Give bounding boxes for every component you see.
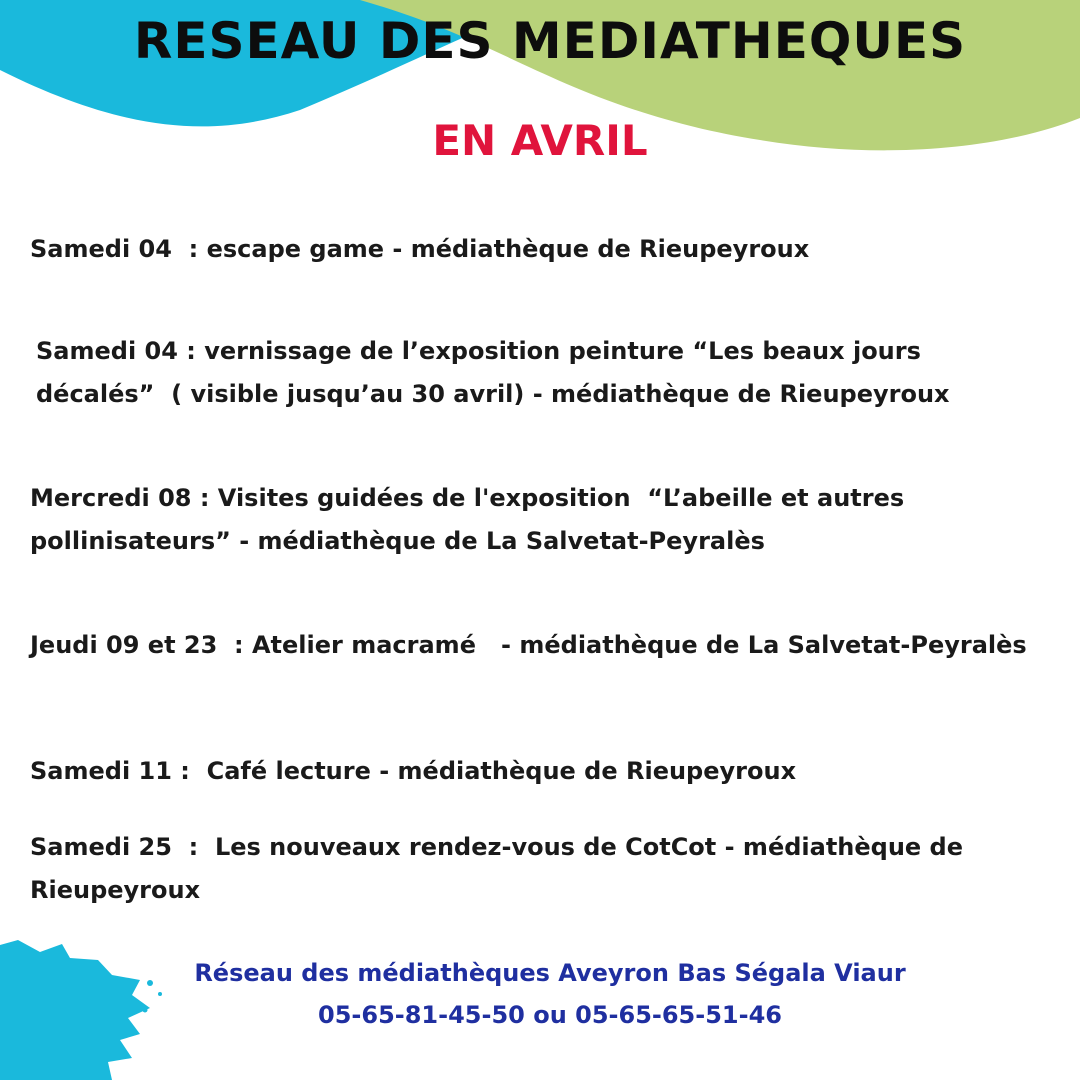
event-item-3: Mercredi 08 : Visites guidées de l'exposition “L’abeille et autres pollinisateurs” - médiathèque de La Salvetat-Peyralès <box>30 484 913 555</box>
event-item-4: Jeudi 09 et 23 : Atelier macramé - médiathèque de La Salvetat-Peyralès <box>30 631 1027 659</box>
footer-network-name: Réseau des médiathèques Aveyron Bas Ségala Viaur <box>194 959 906 987</box>
page-title: RESEAU DES MEDIATHEQUES <box>133 12 967 70</box>
page-subtitle: EN AVRIL <box>432 116 648 165</box>
event-item-2: Samedi 04 : vernissage de l’exposition peinture “Les beaux jours décalés” ( visible jusqu’au 30 avril) - médiathèque de Rieupeyroux <box>36 337 950 408</box>
event-item-5: Samedi 11 : Café lecture - médiathèque de Rieupeyroux <box>30 757 797 785</box>
event-item-6: Samedi 25 : Les nouveaux rendez-vous de CotCot - médiathèque de Rieupeyroux <box>30 833 972 904</box>
footer-phone-numbers: 05-65-81-45-50 ou 05-65-65-51-46 <box>318 1001 782 1029</box>
footer-contact <box>120 952 980 1036</box>
event-item-1: Samedi 04 : escape game - médiathèque de Rieupeyroux <box>30 235 810 263</box>
